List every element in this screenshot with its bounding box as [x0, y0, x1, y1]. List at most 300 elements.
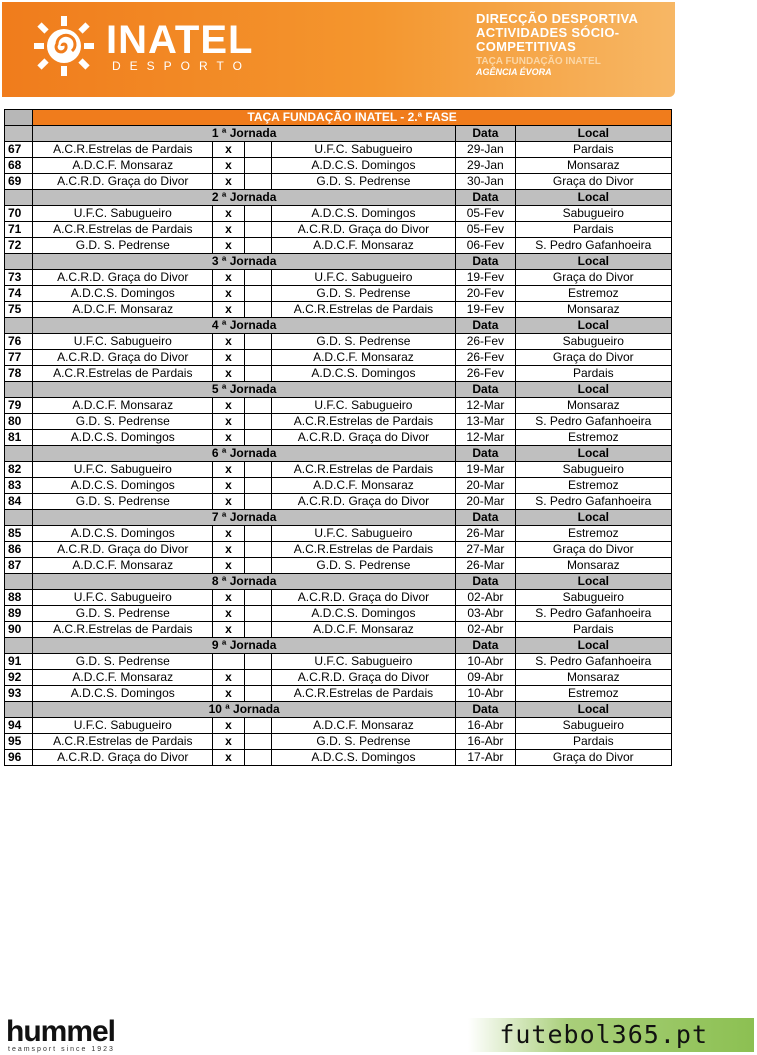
- game-date: 29-Jan: [456, 142, 515, 158]
- header-line-2: ACTIVIDADES SÓCIO-: [476, 25, 620, 40]
- versus-mark: x: [213, 302, 244, 318]
- game-date: 26-Mar: [456, 526, 515, 542]
- game-number: 92: [5, 670, 33, 686]
- game-venue: S. Pedro Gafanhoeira: [515, 238, 671, 254]
- local-column-header: Local: [515, 254, 671, 270]
- score-blank-cell: [244, 526, 271, 542]
- away-team: A.D.C.F. Monsaraz: [271, 238, 455, 254]
- jornada-label: 8 ª Jornada: [33, 574, 456, 590]
- local-column-header: Local: [515, 382, 671, 398]
- local-column-header: Local: [515, 510, 671, 526]
- score-blank-cell: [244, 734, 271, 750]
- game-number: 85: [5, 526, 33, 542]
- data-column-header: Data: [456, 126, 515, 142]
- score-blank-cell: [244, 462, 271, 478]
- home-team: A.C.R.D. Graça do Divor: [33, 174, 213, 190]
- table-row: [5, 206, 672, 222]
- score-blank-cell: [244, 718, 271, 734]
- table-row: [5, 270, 672, 286]
- home-team: A.C.R.Estrelas de Pardais: [33, 222, 213, 238]
- table-row: [5, 558, 672, 574]
- score-blank-cell: [244, 622, 271, 638]
- away-team: G.D. S. Pedrense: [271, 734, 455, 750]
- table-row: [5, 590, 672, 606]
- game-venue: Graça do Divor: [515, 750, 671, 766]
- home-team: A.D.C.S. Domingos: [33, 286, 213, 302]
- versus-mark: x: [213, 398, 244, 414]
- table-row: [5, 750, 672, 766]
- game-date: 02-Abr: [456, 622, 515, 638]
- versus-mark: x: [213, 270, 244, 286]
- game-venue: Pardais: [515, 366, 671, 382]
- home-team: A.C.R.D. Graça do Divor: [33, 350, 213, 366]
- schedule-table: [4, 109, 672, 766]
- sun-logo-icon: [30, 14, 100, 78]
- home-team: U.F.C. Sabugueiro: [33, 590, 213, 606]
- home-team: A.D.C.F. Monsaraz: [33, 670, 213, 686]
- futebol365-logo: futebol365.pt: [499, 1020, 708, 1049]
- table-row: [5, 526, 672, 542]
- game-number: 78: [5, 366, 33, 382]
- home-team: G.D. S. Pedrense: [33, 414, 213, 430]
- versus-mark: x: [213, 686, 244, 702]
- game-date: 02-Abr: [456, 590, 515, 606]
- table-row: [5, 670, 672, 686]
- versus-mark: x: [213, 286, 244, 302]
- game-date: 26-Mar: [456, 558, 515, 574]
- score-blank-cell: [244, 222, 271, 238]
- game-venue: Monsaraz: [515, 302, 671, 318]
- home-team: A.D.C.S. Domingos: [33, 526, 213, 542]
- local-column-header: Local: [515, 126, 671, 142]
- home-team: U.F.C. Sabugueiro: [33, 462, 213, 478]
- home-team: A.C.R.Estrelas de Pardais: [33, 734, 213, 750]
- game-venue: S. Pedro Gafanhoeira: [515, 606, 671, 622]
- versus-mark: x: [213, 142, 244, 158]
- versus-mark: x: [213, 606, 244, 622]
- away-team: A.C.R.Estrelas de Pardais: [271, 462, 455, 478]
- header-title-block: [476, 12, 676, 77]
- game-venue: Monsaraz: [515, 158, 671, 174]
- away-team: A.C.R.D. Graça do Divor: [271, 430, 455, 446]
- jornada-blank-cell: [5, 638, 33, 654]
- away-team: A.C.R.Estrelas de Pardais: [271, 686, 455, 702]
- jornada-label: 1 ª Jornada: [33, 126, 456, 142]
- versus-mark: x: [213, 158, 244, 174]
- game-date: 10-Abr: [456, 686, 515, 702]
- jornada-blank-cell: [5, 190, 33, 206]
- jornada-blank-cell: [5, 318, 33, 334]
- versus-mark: x: [213, 750, 244, 766]
- score-blank-cell: [244, 750, 271, 766]
- game-venue: Estremoz: [515, 478, 671, 494]
- game-date: 03-Abr: [456, 606, 515, 622]
- table-title: TAÇA FUNDAÇÃO INATEL - 2.ª FASE: [33, 110, 672, 126]
- game-number: 67: [5, 142, 33, 158]
- jornada-blank-cell: [5, 574, 33, 590]
- game-date: 06-Fev: [456, 238, 515, 254]
- score-blank-cell: [244, 542, 271, 558]
- jornada-header-row: [5, 510, 672, 526]
- versus-mark: x: [213, 414, 244, 430]
- local-column-header: Local: [515, 318, 671, 334]
- game-venue: Pardais: [515, 734, 671, 750]
- table-row: [5, 238, 672, 254]
- game-venue: Sabugueiro: [515, 334, 671, 350]
- game-number: 90: [5, 622, 33, 638]
- game-date: 05-Fev: [456, 222, 515, 238]
- game-venue: Graça do Divor: [515, 350, 671, 366]
- away-team: A.D.C.S. Domingos: [271, 750, 455, 766]
- local-column-header: Local: [515, 446, 671, 462]
- jornada-label: 4 ª Jornada: [33, 318, 456, 334]
- inatel-logo: [30, 14, 270, 78]
- game-venue: Estremoz: [515, 430, 671, 446]
- hummel-tagline: teamsport since 1923: [8, 1046, 115, 1053]
- home-team: A.C.R.D. Graça do Divor: [33, 270, 213, 286]
- game-date: 16-Abr: [456, 718, 515, 734]
- game-date: 29-Jan: [456, 158, 515, 174]
- hummel-wordmark: hummel: [6, 1015, 116, 1048]
- versus-mark: x: [213, 734, 244, 750]
- home-team: A.C.R.Estrelas de Pardais: [33, 622, 213, 638]
- score-blank-cell: [244, 302, 271, 318]
- score-blank-cell: [244, 398, 271, 414]
- versus-mark: x: [213, 350, 244, 366]
- game-venue: Monsaraz: [515, 670, 671, 686]
- jornada-label: 7 ª Jornada: [33, 510, 456, 526]
- home-team: A.D.C.S. Domingos: [33, 478, 213, 494]
- game-venue: Sabugueiro: [515, 462, 671, 478]
- table-row: [5, 542, 672, 558]
- away-team: G.D. S. Pedrense: [271, 558, 455, 574]
- game-venue: Estremoz: [515, 286, 671, 302]
- versus-mark: x: [213, 542, 244, 558]
- game-date: 20-Mar: [456, 478, 515, 494]
- home-team: A.C.R.Estrelas de Pardais: [33, 366, 213, 382]
- score-blank-cell: [244, 654, 271, 670]
- game-venue: S. Pedro Gafanhoeira: [515, 494, 671, 510]
- data-column-header: Data: [456, 318, 515, 334]
- jornada-header-row: [5, 254, 672, 270]
- score-blank-cell: [244, 558, 271, 574]
- game-number: 73: [5, 270, 33, 286]
- game-number: 91: [5, 654, 33, 670]
- score-blank-cell: [244, 142, 271, 158]
- game-venue: Pardais: [515, 142, 671, 158]
- versus-mark: [213, 654, 244, 670]
- futebol365-banner: [468, 1018, 754, 1052]
- game-date: 16-Abr: [456, 734, 515, 750]
- table-row: [5, 686, 672, 702]
- score-blank-cell: [244, 430, 271, 446]
- jornada-blank-cell: [5, 382, 33, 398]
- table-row: [5, 142, 672, 158]
- data-column-header: Data: [456, 574, 515, 590]
- home-team: A.C.R.Estrelas de Pardais: [33, 142, 213, 158]
- home-team: G.D. S. Pedrense: [33, 238, 213, 254]
- away-team: A.C.R.Estrelas de Pardais: [271, 414, 455, 430]
- local-column-header: Local: [515, 638, 671, 654]
- logo-subtitle: DESPORTO: [112, 59, 251, 73]
- away-team: A.D.C.S. Domingos: [271, 206, 455, 222]
- game-date: 13-Mar: [456, 414, 515, 430]
- data-column-header: Data: [456, 702, 515, 718]
- game-number: 82: [5, 462, 33, 478]
- corner-cell: [5, 110, 33, 126]
- jornada-blank-cell: [5, 702, 33, 718]
- jornada-blank-cell: [5, 126, 33, 142]
- versus-mark: x: [213, 206, 244, 222]
- game-date: 26-Fev: [456, 334, 515, 350]
- score-blank-cell: [244, 286, 271, 302]
- game-venue: Sabugueiro: [515, 718, 671, 734]
- versus-mark: x: [213, 558, 244, 574]
- game-venue: Graça do Divor: [515, 174, 671, 190]
- versus-mark: x: [213, 526, 244, 542]
- jornada-label: 3 ª Jornada: [33, 254, 456, 270]
- data-column-header: Data: [456, 638, 515, 654]
- score-blank-cell: [244, 414, 271, 430]
- away-team: A.D.C.F. Monsaraz: [271, 350, 455, 366]
- away-team: A.C.R.D. Graça do Divor: [271, 494, 455, 510]
- versus-mark: x: [213, 238, 244, 254]
- game-venue: Estremoz: [515, 526, 671, 542]
- game-venue: Sabugueiro: [515, 590, 671, 606]
- away-team: U.F.C. Sabugueiro: [271, 398, 455, 414]
- table-row: [5, 478, 672, 494]
- score-blank-cell: [244, 590, 271, 606]
- score-blank-cell: [244, 174, 271, 190]
- table-row: [5, 430, 672, 446]
- table-row: [5, 398, 672, 414]
- data-column-header: Data: [456, 254, 515, 270]
- game-number: 95: [5, 734, 33, 750]
- versus-mark: x: [213, 670, 244, 686]
- jornada-header-row: [5, 638, 672, 654]
- header-agency: AGÊNCIA ÉVORA: [476, 67, 552, 77]
- away-team: A.C.R.D. Graça do Divor: [271, 222, 455, 238]
- game-date: 17-Abr: [456, 750, 515, 766]
- game-venue: Monsaraz: [515, 398, 671, 414]
- away-team: A.D.C.S. Domingos: [271, 606, 455, 622]
- away-team: A.C.R.Estrelas de Pardais: [271, 542, 455, 558]
- home-team: G.D. S. Pedrense: [33, 606, 213, 622]
- game-date: 09-Abr: [456, 670, 515, 686]
- table-row: [5, 622, 672, 638]
- away-team: A.C.R.D. Graça do Divor: [271, 670, 455, 686]
- away-team: A.D.C.F. Monsaraz: [271, 478, 455, 494]
- data-column-header: Data: [456, 382, 515, 398]
- jornada-label: 10 ª Jornada: [33, 702, 456, 718]
- away-team: G.D. S. Pedrense: [271, 174, 455, 190]
- game-number: 70: [5, 206, 33, 222]
- home-team: U.F.C. Sabugueiro: [33, 206, 213, 222]
- home-team: A.C.R.D. Graça do Divor: [33, 750, 213, 766]
- game-number: 83: [5, 478, 33, 494]
- game-venue: Pardais: [515, 622, 671, 638]
- jornada-header-row: [5, 702, 672, 718]
- home-team: U.F.C. Sabugueiro: [33, 334, 213, 350]
- versus-mark: x: [213, 494, 244, 510]
- game-date: 20-Mar: [456, 494, 515, 510]
- header-line-3: COMPETITIVAS: [476, 39, 577, 54]
- jornada-blank-cell: [5, 254, 33, 270]
- away-team: A.C.R.Estrelas de Pardais: [271, 302, 455, 318]
- header-subtitle: TAÇA FUNDAÇÃO INATEL: [476, 56, 601, 67]
- game-number: 88: [5, 590, 33, 606]
- score-blank-cell: [244, 686, 271, 702]
- jornada-label: 9 ª Jornada: [33, 638, 456, 654]
- game-date: 19-Fev: [456, 302, 515, 318]
- score-blank-cell: [244, 206, 271, 222]
- game-date: 12-Mar: [456, 430, 515, 446]
- jornada-header-row: [5, 574, 672, 590]
- table-row: [5, 654, 672, 670]
- away-team: U.F.C. Sabugueiro: [271, 526, 455, 542]
- versus-mark: x: [213, 430, 244, 446]
- away-team: A.D.C.S. Domingos: [271, 366, 455, 382]
- jornada-blank-cell: [5, 446, 33, 462]
- home-team: G.D. S. Pedrense: [33, 494, 213, 510]
- table-title-row: [5, 110, 672, 126]
- game-venue: Estremoz: [515, 686, 671, 702]
- game-date: 19-Fev: [456, 270, 515, 286]
- game-date: 27-Mar: [456, 542, 515, 558]
- local-column-header: Local: [515, 574, 671, 590]
- game-number: 94: [5, 718, 33, 734]
- away-team: A.D.C.F. Monsaraz: [271, 622, 455, 638]
- local-column-header: Local: [515, 190, 671, 206]
- header-banner: [2, 2, 675, 97]
- game-number: 96: [5, 750, 33, 766]
- game-number: 80: [5, 414, 33, 430]
- game-number: 74: [5, 286, 33, 302]
- versus-mark: x: [213, 174, 244, 190]
- score-blank-cell: [244, 606, 271, 622]
- away-team: U.F.C. Sabugueiro: [271, 270, 455, 286]
- score-blank-cell: [244, 334, 271, 350]
- jornada-header-row: [5, 446, 672, 462]
- game-venue: S. Pedro Gafanhoeira: [515, 654, 671, 670]
- game-venue: Graça do Divor: [515, 270, 671, 286]
- table-row: [5, 462, 672, 478]
- score-blank-cell: [244, 238, 271, 254]
- score-blank-cell: [244, 270, 271, 286]
- away-team: A.D.C.F. Monsaraz: [271, 718, 455, 734]
- game-number: 75: [5, 302, 33, 318]
- game-date: 30-Jan: [456, 174, 515, 190]
- versus-mark: x: [213, 478, 244, 494]
- jornada-header-row: [5, 126, 672, 142]
- game-number: 71: [5, 222, 33, 238]
- versus-mark: x: [213, 462, 244, 478]
- home-team: A.D.C.S. Domingos: [33, 430, 213, 446]
- versus-mark: x: [213, 366, 244, 382]
- jornada-header-row: [5, 190, 672, 206]
- header-line-1: DIRECÇÃO DESPORTIVA: [476, 11, 639, 26]
- table-row: [5, 174, 672, 190]
- away-team: U.F.C. Sabugueiro: [271, 142, 455, 158]
- score-blank-cell: [244, 670, 271, 686]
- score-blank-cell: [244, 478, 271, 494]
- jornada-header-row: [5, 318, 672, 334]
- home-team: A.D.C.F. Monsaraz: [33, 398, 213, 414]
- game-venue: Monsaraz: [515, 558, 671, 574]
- home-team: U.F.C. Sabugueiro: [33, 718, 213, 734]
- data-column-header: Data: [456, 446, 515, 462]
- game-date: 10-Abr: [456, 654, 515, 670]
- home-team: A.D.C.F. Monsaraz: [33, 158, 213, 174]
- data-column-header: Data: [456, 190, 515, 206]
- score-blank-cell: [244, 350, 271, 366]
- jornada-label: 5 ª Jornada: [33, 382, 456, 398]
- score-blank-cell: [244, 494, 271, 510]
- home-team: A.C.R.D. Graça do Divor: [33, 542, 213, 558]
- game-date: 26-Fev: [456, 366, 515, 382]
- table-row: [5, 222, 672, 238]
- away-team: U.F.C. Sabugueiro: [271, 654, 455, 670]
- game-date: 19-Mar: [456, 462, 515, 478]
- game-date: 05-Fev: [456, 206, 515, 222]
- game-number: 68: [5, 158, 33, 174]
- game-number: 84: [5, 494, 33, 510]
- data-column-header: Data: [456, 510, 515, 526]
- game-venue: Sabugueiro: [515, 206, 671, 222]
- game-number: 93: [5, 686, 33, 702]
- table-row: [5, 494, 672, 510]
- table-row: [5, 286, 672, 302]
- game-venue: S. Pedro Gafanhoeira: [515, 414, 671, 430]
- versus-mark: x: [213, 622, 244, 638]
- logo-wordmark: INATEL: [106, 18, 254, 62]
- game-venue: Pardais: [515, 222, 671, 238]
- versus-mark: x: [213, 222, 244, 238]
- table-row: [5, 606, 672, 622]
- table-row: [5, 718, 672, 734]
- game-number: 81: [5, 430, 33, 446]
- home-team: G.D. S. Pedrense: [33, 654, 213, 670]
- game-number: 77: [5, 350, 33, 366]
- game-date: 20-Fev: [456, 286, 515, 302]
- versus-mark: x: [213, 334, 244, 350]
- away-team: G.D. S. Pedrense: [271, 334, 455, 350]
- game-number: 79: [5, 398, 33, 414]
- table-row: [5, 350, 672, 366]
- game-number: 76: [5, 334, 33, 350]
- versus-mark: x: [213, 590, 244, 606]
- jornada-label: 6 ª Jornada: [33, 446, 456, 462]
- jornada-header-row: [5, 382, 672, 398]
- away-team: A.C.R.D. Graça do Divor: [271, 590, 455, 606]
- table-row: [5, 158, 672, 174]
- table-row: [5, 414, 672, 430]
- versus-mark: x: [213, 718, 244, 734]
- jornada-label: 2 ª Jornada: [33, 190, 456, 206]
- game-venue: Graça do Divor: [515, 542, 671, 558]
- game-date: 12-Mar: [456, 398, 515, 414]
- game-number: 87: [5, 558, 33, 574]
- home-team: A.D.C.F. Monsaraz: [33, 302, 213, 318]
- table-row: [5, 334, 672, 350]
- game-number: 86: [5, 542, 33, 558]
- home-team: A.D.C.S. Domingos: [33, 686, 213, 702]
- away-team: G.D. S. Pedrense: [271, 286, 455, 302]
- table-row: [5, 734, 672, 750]
- hummel-logo: [6, 1015, 136, 1053]
- local-column-header: Local: [515, 702, 671, 718]
- game-number: 69: [5, 174, 33, 190]
